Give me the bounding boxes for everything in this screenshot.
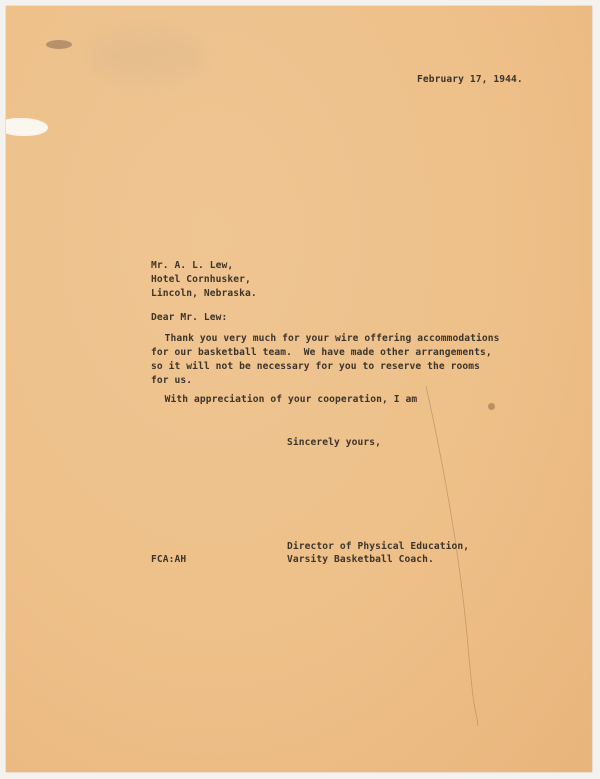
spot-mark	[488, 403, 495, 410]
smudge-mark	[86, 26, 206, 86]
tear-mark	[6, 118, 48, 136]
hole-mark	[46, 40, 72, 49]
signature-title-2: Varsity Basketball Coach.	[287, 554, 434, 565]
typist-initials: FCA:AH	[151, 554, 187, 565]
address-line-1: Mr. A. L. Lew,	[151, 260, 234, 271]
closing-paragraph: With appreciation of your cooperation, I am	[147, 394, 418, 405]
paper-crease	[6, 6, 592, 772]
body-line-2: for our basketball team. We have made other arrangements,	[151, 347, 492, 358]
address-line-2: Hotel Cornhusker,	[151, 274, 251, 285]
letter-page	[6, 6, 592, 772]
salutation: Dear Mr. Lew:	[151, 312, 228, 323]
signature-title-1: Director of Physical Education,	[287, 541, 470, 552]
body-line-3: so it will not be necessary for you to reserve the rooms	[151, 361, 481, 372]
body-line-1: Thank you very much for your wire offering accommodations	[147, 333, 500, 344]
letter-date: February 17, 1944.	[417, 74, 523, 85]
body-line-4: for us.	[151, 375, 193, 386]
complimentary-close: Sincerely yours,	[287, 437, 382, 448]
address-line-3: Lincoln, Nebraska.	[151, 288, 257, 299]
